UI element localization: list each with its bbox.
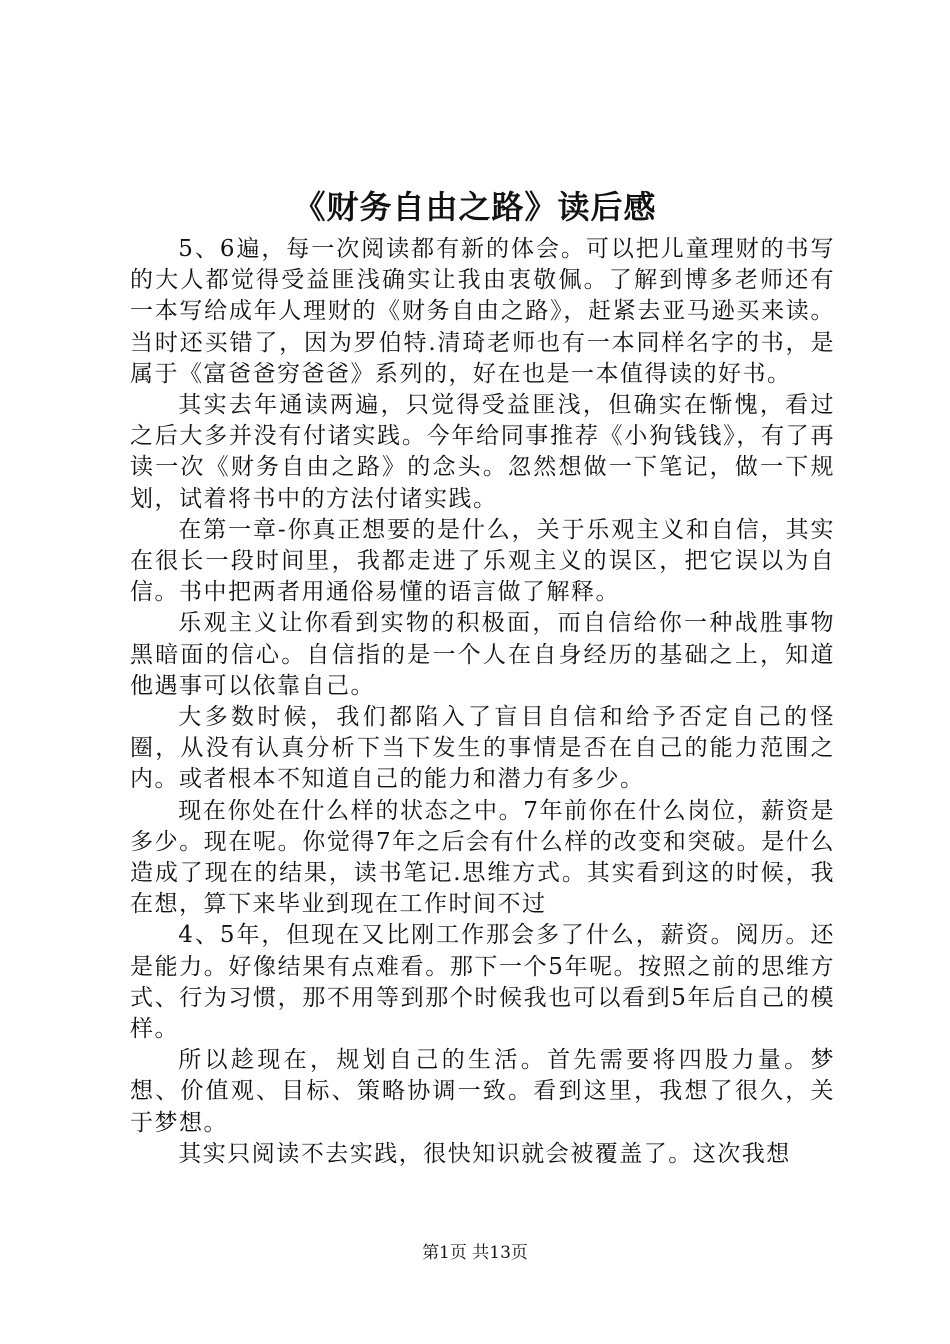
paragraph: 其实只阅读不去实践，很快知识就会被覆盖了。这次我想 [178, 1140, 791, 1167]
paragraph: 5、6遍，每一次阅读都有新的体会。可以把儿童理财的书写的大人都觉得受益匪浅确实让我由衷敬佩。了解到博多老师还有一本写给成年人理财的《财务自由之路》，赶紧去亚马逊买来读。当时还买错了，因为罗伯特.清琦老师也有一本同样名字的书，是属于《富爸爸穷爸爸》系列的，好在也是一本值得读的好书。 [130, 236, 835, 387]
paragraph: 所以趁现在，规划自己的生活。首先需要将四股力量。梦想、价值观、目标、策略协调一致。看到这里，我想了很久，关于梦想。 [130, 1047, 835, 1136]
paragraph: 大多数时候，我们都陷入了盲目自信和给予否定自己的怪圈，从没有认真分析下当下发生的事情是否在自己的能力范围之内。或者根本不知道自己的能力和潜力有多少。 [130, 704, 835, 793]
paragraph: 4、5年，但现在又比刚工作那会多了什么，薪资。阅历。还是能力。好像结果有点难看。那下一个5年呢。按照之前的思维方式、行为习惯，那不用等到那个时候我也可以看到5年后自己的模样。 [130, 922, 835, 1043]
paragraph: 在第一章-你真正想要的是什么，关于乐观主义和自信，其实在很长一段时间里，我都走进了乐观主义的误区，把它误以为自信。书中把两者用通俗易懂的语言做了解释。 [130, 516, 835, 606]
paragraph: 现在你处在什么样的状态之中。7年前你在什么岗位，薪资是多少。现在呢。你觉得7年之后会有什么样的改变和突破。是什么造成了现在的结果，读书笔记.思维方式。其实看到这的时候，我在想，算下来毕业到现在工作时间不过 [130, 797, 835, 918]
document-body [130, 234, 835, 1170]
document-title: 《财务自由之路》读后感 [293, 188, 657, 226]
page-number-footer: 第1页 共13页 [422, 1243, 528, 1263]
paragraph: 其实去年通读两遍，只觉得受益匪浅，但确实在惭愧，看过之后大多并没有付诸实践。今年给同事推荐《小狗钱钱》，有了再读一次《财务自由之路》的念头。忽然想做一下笔记，做一下规划，试着将书中的方法付诸实践。 [130, 392, 835, 512]
paragraph: 乐观主义让你看到实物的积极面，而自信给你一种战胜事物黑暗面的信心。自信指的是一个人在自身经历的基础之上，知道他遇事可以依靠自己。 [130, 610, 835, 699]
